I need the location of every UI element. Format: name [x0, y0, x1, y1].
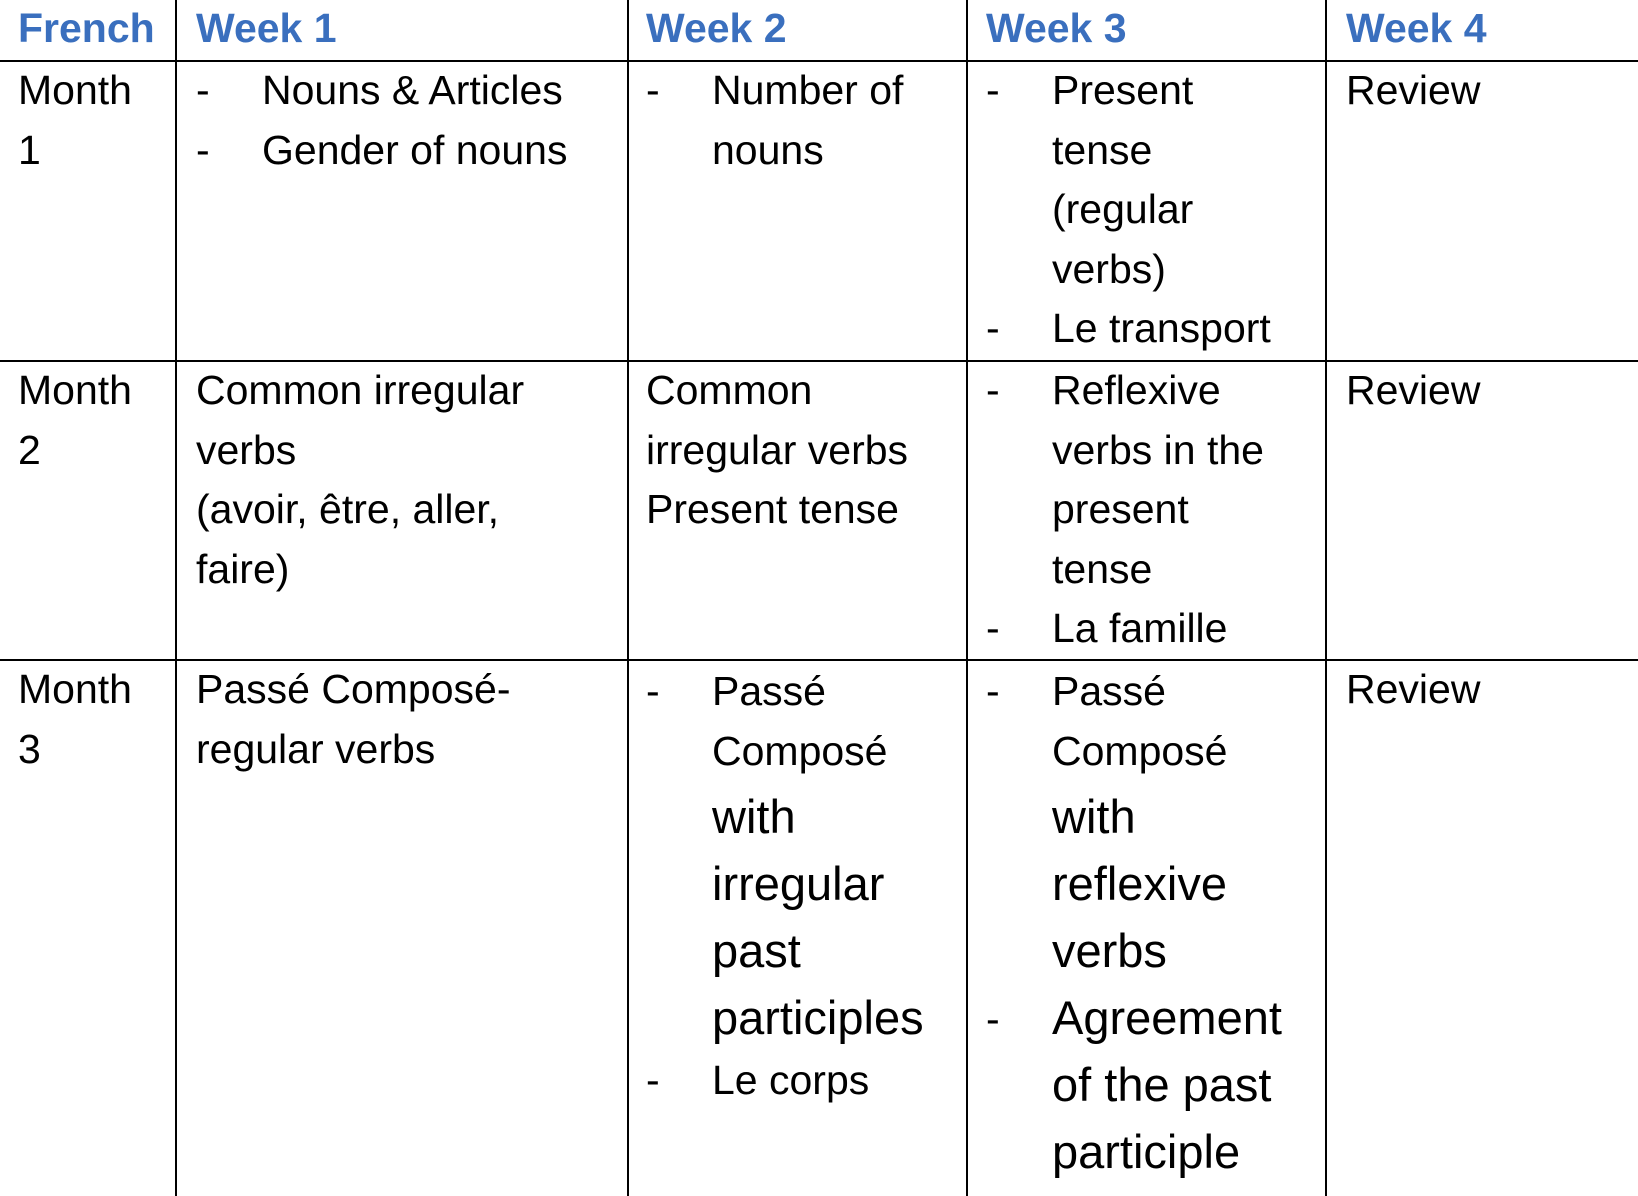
list-item: - Gender of nouns — [196, 126, 568, 173]
month-3-week-1: Passé Composé- regular verbs — [196, 666, 511, 772]
list-item: - Passé Composé with irregular past participles — [646, 668, 924, 1044]
month-3-week-4: Review — [1346, 666, 1481, 712]
header-week-3: Week 3 — [986, 5, 1127, 51]
month-1-week-2 — [646, 61, 903, 180]
month-2-week-2: Common irregular verbs Present tense — [646, 367, 909, 532]
month-1-week-1 — [196, 61, 567, 180]
month-1-week-3 — [986, 61, 1271, 359]
column-divider — [175, 0, 177, 1196]
month-2-week-3 — [986, 361, 1264, 659]
month-3-week-3 — [986, 660, 1282, 1185]
month-2-week-1: Common irregular verbs (avoir, être, aller, faire) — [196, 367, 525, 592]
month-1-week-4: Review — [1346, 67, 1481, 113]
row-label-month-2: Month 2 — [18, 367, 132, 473]
list-item: - Nouns & Articles — [196, 67, 563, 113]
list-item: - Number of nouns — [646, 67, 904, 173]
list-item: - Le transport — [986, 305, 1271, 351]
list-item: - Agreement of the past participle — [986, 991, 1282, 1178]
column-divider — [966, 0, 968, 1196]
list-item: - Reflexive verbs in the present tense — [986, 367, 1264, 592]
month-3-week-2 — [646, 660, 924, 1111]
header-french: French — [18, 5, 155, 51]
list-item: - La famille — [986, 605, 1228, 651]
row-label-month-1: Month 1 — [18, 67, 132, 173]
column-divider — [1325, 0, 1327, 1196]
row-label-month-3: Month 3 — [18, 666, 132, 772]
list-item: - Le corps — [646, 1057, 870, 1103]
column-divider — [627, 0, 629, 1196]
header-week-1: Week 1 — [196, 5, 337, 51]
header-week-2: Week 2 — [646, 5, 787, 51]
month-2-week-4: Review — [1346, 367, 1481, 413]
list-item: - Present tense (regular verbs) — [986, 67, 1194, 292]
list-item: - Passé Composé with reflexive verbs — [986, 668, 1228, 977]
header-week-4: Week 4 — [1346, 5, 1487, 51]
